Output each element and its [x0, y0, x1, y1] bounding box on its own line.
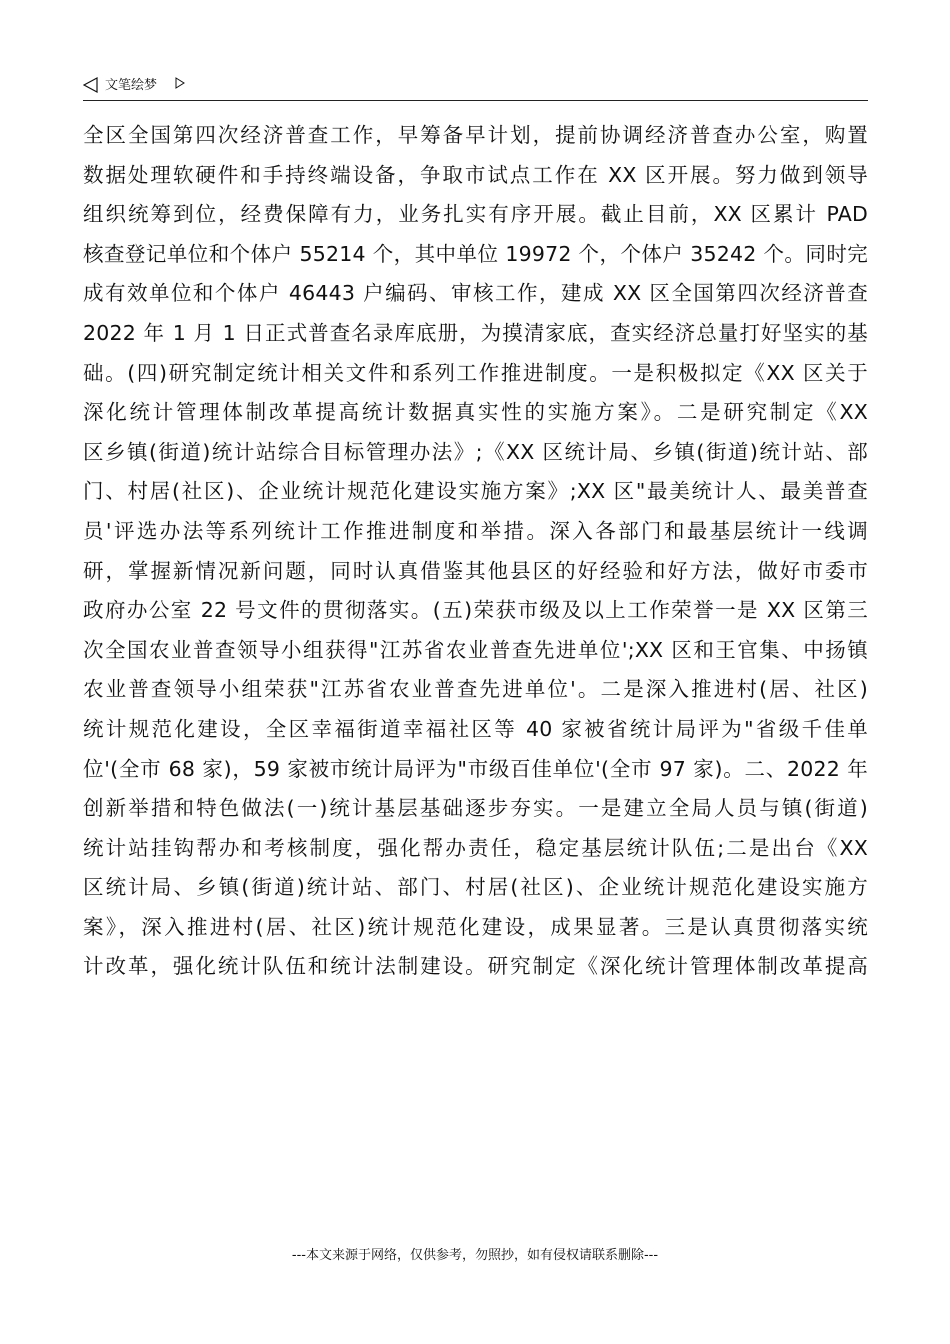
body-line: 区统计局、乡镇(街道)统计站、部门、村居(社区)、企业统计规范化建设实施方	[83, 875, 868, 900]
body-line: 深化统计管理体制改革提高统计数据真实性的实施方案》。二是研究制定《XX	[83, 400, 868, 425]
body-line: 员'评选办法等系列统计工作推进制度和举措。深入各部门和最基层统计一线调	[83, 518, 868, 543]
body-line: 2022 年 1 月 1 日正式普查名录库底册，为摸清家底，查实经济总量打好坚实的基	[83, 320, 868, 345]
header-title: 文笔绘梦	[105, 78, 158, 93]
body-line: 统计规范化建设，全区幸福街道幸福社区等 40 家被省统计局评为"省级千佳单	[83, 716, 868, 741]
body-line: 研，掌握新情况新问题，同时认真借鉴其他县区的好经验和好方法，做好市委市	[83, 558, 868, 583]
body-line: 农业普查领导小组荣获"江苏省农业普查先进单位'。二是深入推进村(居、社区)	[83, 677, 868, 702]
document-body	[83, 116, 868, 987]
body-line: 政府办公室 22 号文件的贯彻落实。(五)荣获市级及以上工作荣誉一是 XX 区第三	[83, 598, 868, 623]
page-header	[83, 74, 868, 101]
body-line: 案》，深入推进村(居、社区)统计规范化建设，成果显著。三是认真贯彻落实统	[83, 914, 868, 939]
body-line: 门、村居(社区)、企业统计规范化建设实施方案》;XX 区"最美统计人、最美普查	[83, 479, 868, 504]
page-footer-disclaimer: ---本文来源于网络，仅供参考，勿照抄，如有侵权请联系删除---	[291, 1248, 659, 1263]
body-line: 统计站挂钩帮办和考核制度，强化帮办责任，稳定基层统计队伍;二是出台《XX	[83, 835, 868, 860]
body-line: 位'(全市 68 家)，59 家被市统计局评为"市级百佳单位'(全市 97 家)。二、2022 年	[83, 756, 868, 781]
body-line: 次全国农业普查领导小组获得"江苏省农业普查先进单位';XX 区和王官集、中扬镇	[83, 637, 868, 662]
triangle-right-outline-icon	[175, 77, 185, 89]
body-line: 础。(四)研究制定统计相关文件和系列工作推进制度。一是积极拟定《XX 区关于	[83, 360, 868, 385]
body-line: 计改革，强化统计队伍和统计法制建设。研究制定《深化统计管理体制改革提高	[83, 954, 868, 979]
body-line: 核查登记单位和个体户 55214 个，其中单位 19972 个，个体户 35242 个。同时完	[83, 241, 868, 266]
body-line: 创新举措和特色做法(一)统计基层基础逐步夯实。一是建立全局人员与镇(街道)	[83, 796, 868, 821]
body-line: 区乡镇(街道)统计站综合目标管理办法》;《XX 区统计局、乡镇(街道)统计站、部	[83, 439, 868, 464]
body-line: 全区全国第四次经济普查工作，早筹备早计划，提前协调经济普查办公室，购置	[83, 123, 868, 147]
body-line: 成有效单位和个体户 46443 户编码、审核工作，建成 XX 区全国第四次经济普查	[83, 281, 868, 306]
body-line: 数据处理软硬件和手持终端设备，争取市试点工作在 XX 区开展。努力做到领导	[83, 162, 868, 187]
body-line: 组织统筹到位，经费保障有力，业务扎实有序开展。截止目前，XX 区累计 PAD	[83, 202, 868, 227]
triangle-left-outline-icon	[83, 77, 99, 93]
